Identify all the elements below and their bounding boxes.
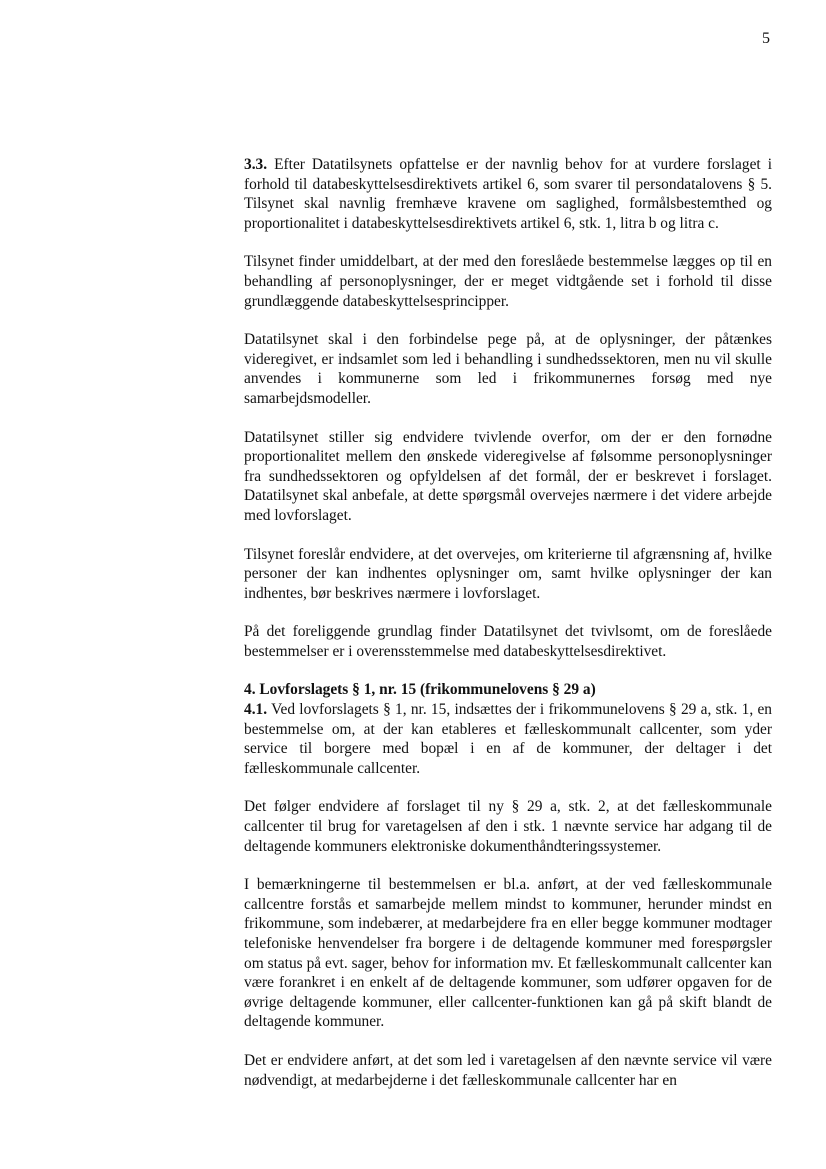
page-number: 5 (762, 30, 770, 47)
section-3-3-text: Efter Datatilsynets opfattelse er der navnlig behov for at vurdere forslaget i forhold til databeskyttelsesdirektivets artikel 6, som svarer til persondatalovens § 5. Tilsynet skal navnlig fremhæve kravene om saglighed, formålsbestemthed og proportionalitet i databeskyttelsesdirektivets artikel 6, stk. 1, litra b og litra c. (244, 156, 772, 232)
section-3-3-number: 3.3. (244, 156, 268, 173)
section-3-3-paragraph (244, 155, 772, 233)
paragraph: Datatilsynet skal i den forbindelse pege på, at de oplysninger, der påtænkes videregivet, er indsamlet som led i behandling i sundhedssektoren, men nu vil skulle anvendes i kommunerne som led i frikommunernes forsøg med nye samarbejdsmodeller. (244, 331, 772, 407)
paragraph: På det foreliggende grundlag finder Datatilsynet det tvivlsomt, om de foreslåede bestemmelser er i overensstemmelse med databeskyttelsesdirektivet. (244, 623, 772, 660)
paragraph: Det er endvidere anført, at det som led i varetagelsen af den nævnte service vil være nødvendigt, at medarbejderne i det fælleskommunale callcenter har en (244, 1051, 772, 1089)
section-4-1-paragraph (244, 700, 772, 778)
paragraph: Tilsynet foreslår endvidere, at det overvejes, om kriterierne til afgrænsning af, hvilke personer der kan indhentes oplysninger om, samt hvilke oplysninger der kan indhentes, bør beskrives nærmere i lovforslaget. (244, 545, 772, 602)
paragraph: Datatilsynet stiller sig endvidere tvivlende overfor, om der er den fornødne proportionalitet mellem den ønskede videregivelse af følsomme personoplysninger fra sundhedssektoren og opfyldelsen af det formål, der er beskrevet i forslaget. Datatilsynet skal anbefale, at dette spørgsmål overvejes nærmere i det videre arbejde med lovforslaget. (244, 428, 772, 524)
paragraph: Tilsynet finder umiddelbart, at der med den foreslåede bestemmelse lægges op til en behandling af personoplysninger, der er meget vidtgående set i forhold til disse grundlæggende databeskyttelsesprincipper. (244, 253, 772, 310)
section-4-heading: 4. Lovforslagets § 1, nr. 15 (frikommunelovens § 29 a) (244, 681, 596, 699)
paragraph: Det følger endvidere af forslaget til ny § 29 a, stk. 2, at det fælleskommunale callcenter til brug for varetagelsen af den i stk. 1 nævnte service har adgang til de deltagende kommuners elektroniske dokumenthåndteringssystemer. (244, 798, 772, 855)
document-body (244, 155, 772, 1090)
section-4-1-number: 4.1. (244, 701, 268, 719)
section-4-1-text: Ved lovforslagets § 1, nr. 15, indsættes der i frikommunelovens § 29 a, stk. 1, en bestemmelse om, at der kan etableres et fælleskommunalt callcenter, som yder service til borgere med bopæl i en af de kommuner, der deltager i det fælleskommunale callcenter. (244, 701, 772, 777)
paragraph: I bemærkningerne til bestemmelsen er bl.a. anført, at der ved fælleskommunale callcentre forstås et samarbejde mellem mindst to kommuner, herunder mindst en frikommune, som indebærer, at medarbejdere fra en eller begge kommuner modtager telefoniske henvendelser fra borgere i de deltagende kommuner med forespørgsler om status på evt. sager, behov for information mv. Et fælleskommunalt callcenter kan være forankret i en enkelt af de deltagende kommuner, som udfører opgaven for de øvrige deltagende kommuner, eller callcenter-funktionen kan gå på skift blandt de deltagende kommuner. (244, 876, 772, 1031)
